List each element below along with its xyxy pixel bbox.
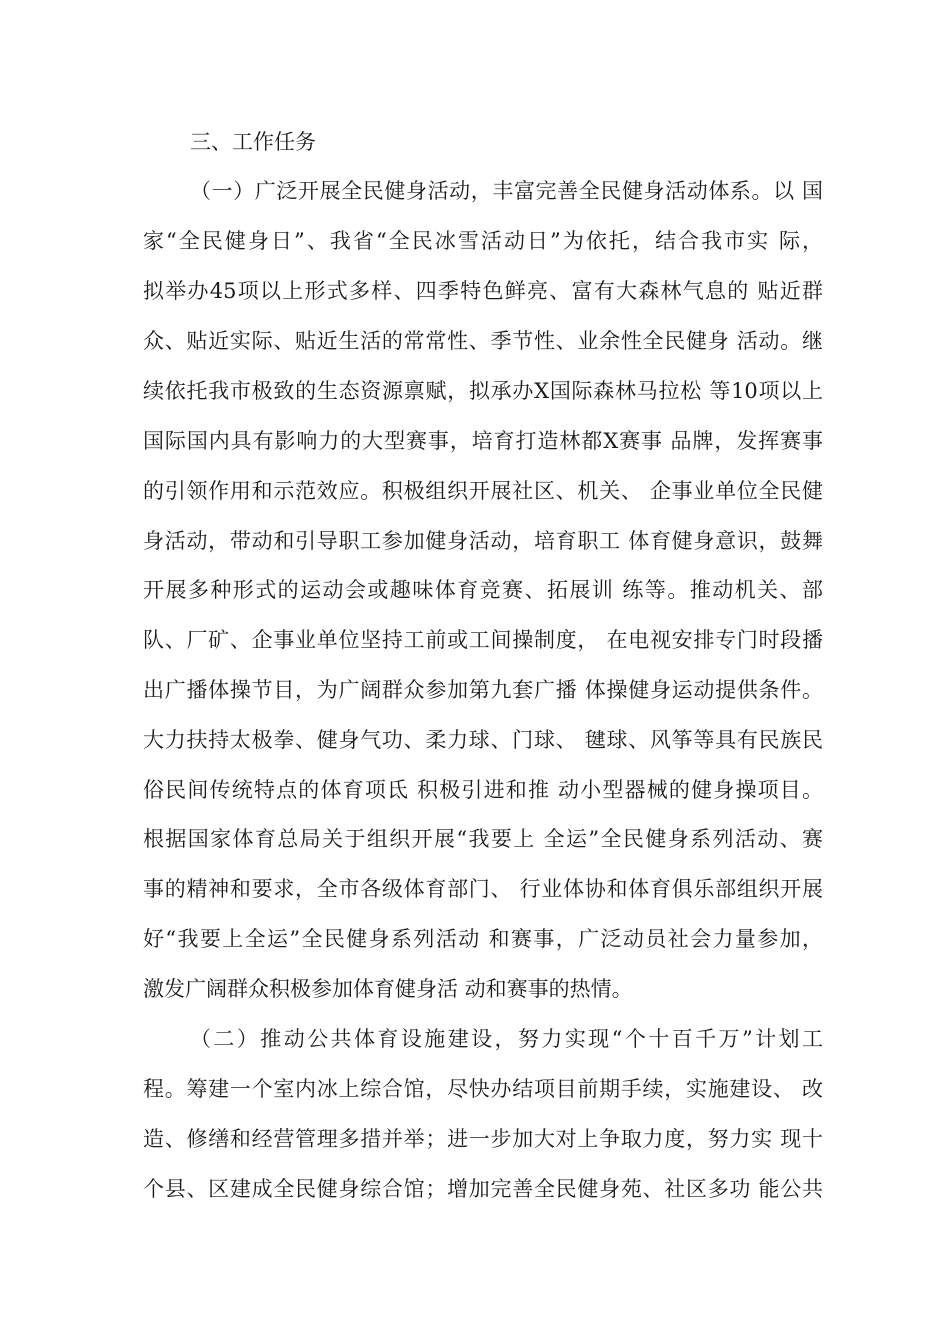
text-line: 造、修缮和经营管理多措并举；进一步加大对上争取力度，努力实 现十	[143, 1127, 823, 1151]
text-line: （二）推动公共体育设施建设，努力实现“个十百千万”计划工	[190, 1027, 823, 1051]
text-line: 事的精神和要求，全市各级体育部门、 行业体协和体育俱乐部组织开展	[143, 877, 823, 901]
text-line: 程。筹建一个室内冰上综合馆，尽快办结项目前期手续，实施建设、 改	[143, 1077, 823, 1101]
text-line: 出广播体操节目，为广阔群众参加第九套广播 体操健身运动提供条件。	[143, 678, 823, 702]
section-heading: 三、工作任务	[190, 130, 316, 154]
text-line: 队、厂矿、企事业单位坚持工前或工间操制度， 在电视安排专门时段播	[143, 628, 823, 652]
text-line: 的引领作用和示范效应。积极组织开展社区、机关、 企事业单位全民健	[143, 479, 823, 503]
text-line: 家“全民健身日”、我省“全民冰雪活动日”为依托，结合我市实 际，	[143, 229, 823, 253]
text-line: 众、贴近实际、贴近生活的常常性、季节性、业余性全民健身 活动。继	[143, 329, 823, 353]
text-line: 身活动，带动和引导职工参加健身活动，培育职工 体育健身意识，鼓舞	[143, 529, 823, 553]
text-line: 开展多种形式的运动会或趣味体育竞赛、拓展训 练等。推动机关、部	[143, 578, 823, 602]
text-line: 俗民间传统特点的体育项氐 积极引进和推 动小型器械的健身操项目。	[143, 778, 823, 802]
text-line: 国际国内具有影响力的大型赛事，培育打造林都X赛事 品牌，发挥赛事	[143, 429, 823, 453]
text-line: 激发广阔群众积极参加体育健身活 动和赛事的热情。	[143, 977, 633, 1001]
text-line: 根据国家体育总局关于组织开展“我要上 全运”全民健身系列活动、赛	[143, 827, 823, 851]
text-line: 续依托我市极致的生态资源禀赋，拟承办X国际森林马拉松 等10项以上	[143, 379, 823, 403]
text-line: 个县、区建成全民健身综合馆；增加完善全民健身苑、社区多功 能公共	[143, 1177, 823, 1201]
text-line: （一）广泛开展全民健身活动，丰富完善全民健身活动体系。以 国	[190, 179, 823, 203]
text-line: 拟举办45项以上形式多样、四季特色鲜亮、富有大森林气息的 贴近群	[143, 279, 823, 303]
text-line: 大力扶持太极拳、健身气功、柔力球、门球、 毽球、风筝等具有民族民	[143, 728, 823, 752]
text-line: 好“我要上全运”全民健身系列活动 和赛事，广泛动员社会力量参加，	[143, 927, 823, 951]
